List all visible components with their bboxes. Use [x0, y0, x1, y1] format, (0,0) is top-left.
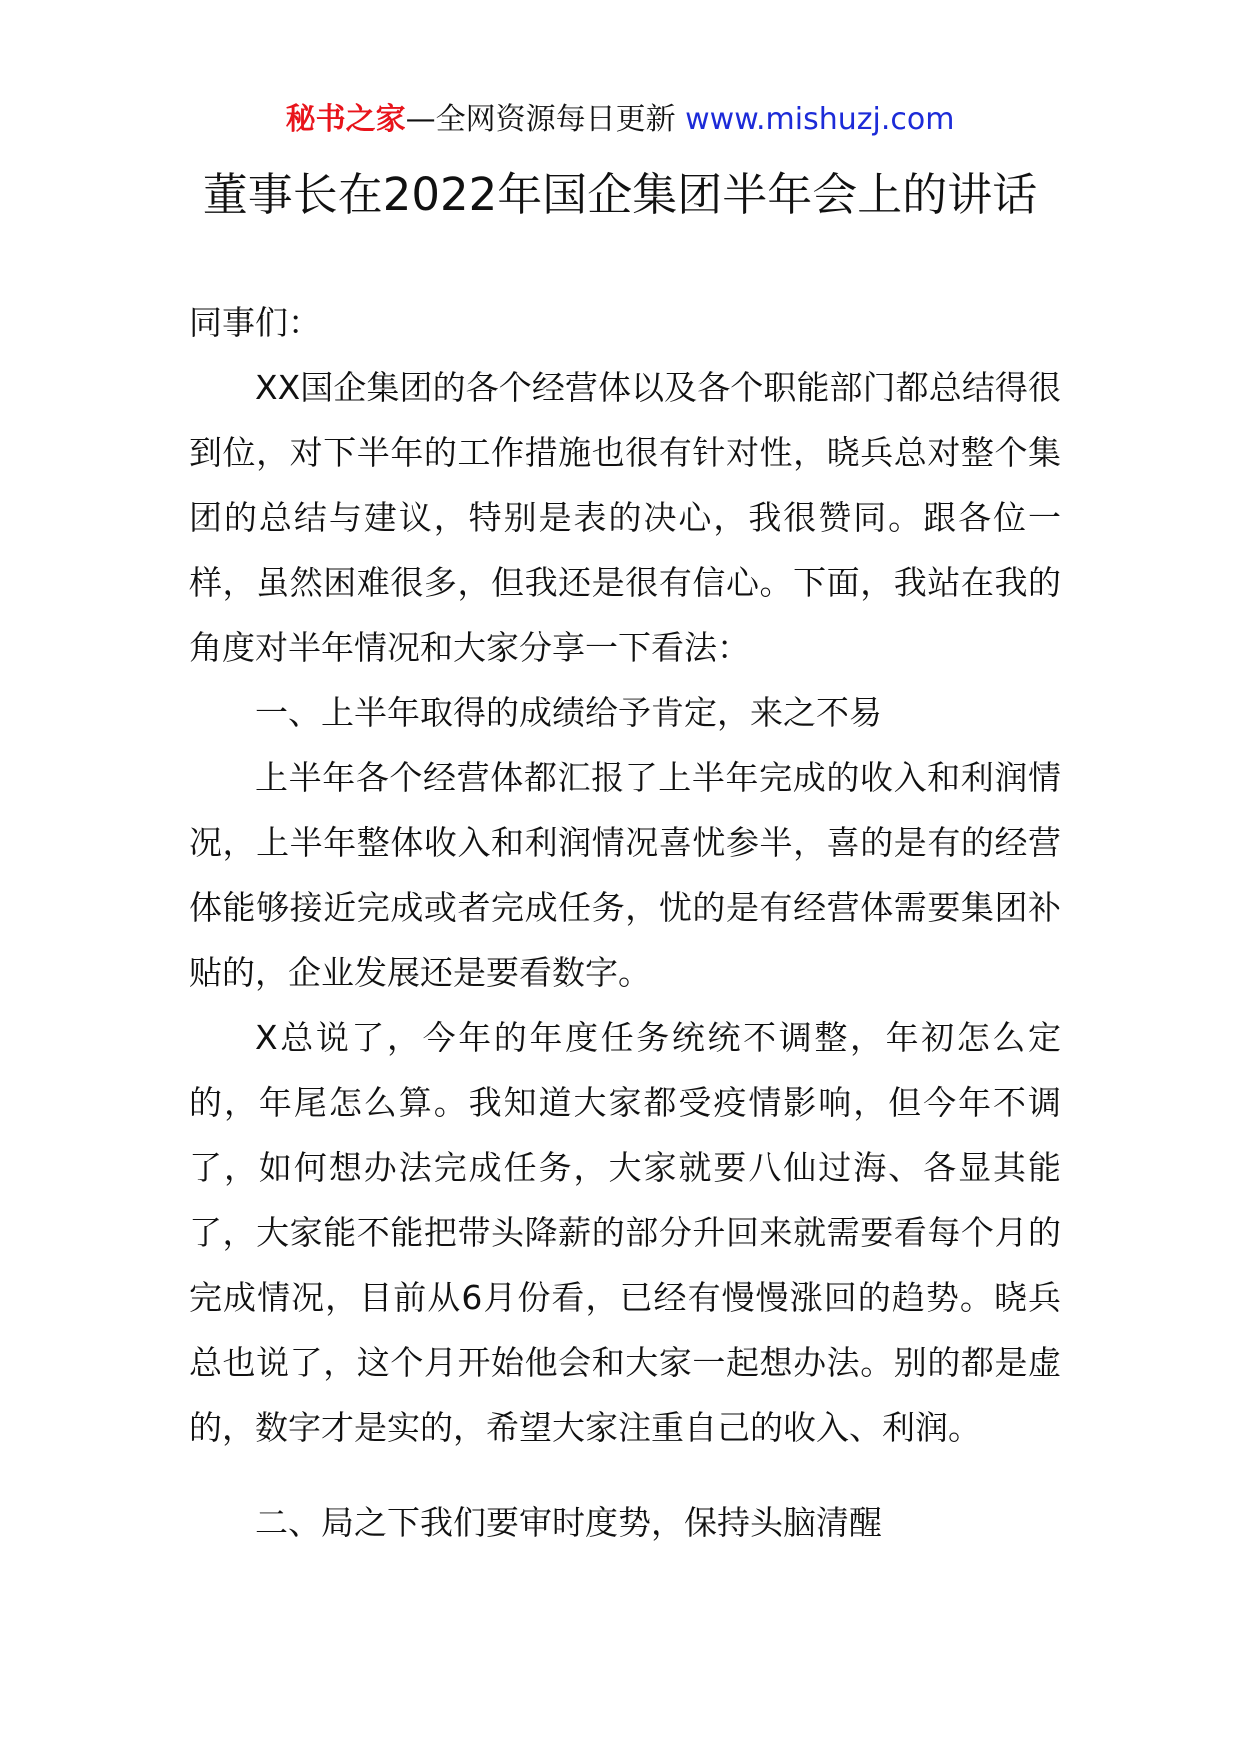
site-url-link[interactable]: www.mishuzj.com	[685, 102, 955, 137]
document-title: 董事长在2022年国企集团半年会上的讲话	[202, 168, 1038, 221]
section-1-paragraph-1: 上半年各个经营体都汇报了上半年完成的收入和利润情况，上半年整体收入和利润情况喜忧参半，喜的是有的经营体能够接近完成或者完成任务，忧的是有经营体需要集团补贴的，企业发展还是要看数字。	[189, 758, 1061, 992]
section-1-heading: 一、上半年取得的成绩给予肯定，来之不易	[255, 693, 882, 732]
salutation: 同事们：	[189, 303, 321, 342]
document-body	[189, 290, 1061, 1555]
paragraph-gap	[189, 1460, 1061, 1490]
site-name: 秘书之家	[285, 102, 406, 137]
section-1-paragraph-2: X总说了，今年的年度任务统统不调整，年初怎么定的，年尾怎么算。我知道大家都受疫情影响，但今年不调了，如何想办法完成任务，大家就要八仙过海、各显其能了，大家能不能把带头降薪的部分升回来就需要看每个月的完成情况，目前从6月份看，已经有慢慢涨回的趋势。晓兵总也说了，这个月开始他会和大家一起想办法。别的都是虚的，数字才是实的，希望大家注重自己的收入、利润。	[189, 1018, 1061, 1447]
site-tagline: —全网资源每日更新	[405, 102, 676, 137]
site-banner	[0, 100, 1240, 140]
intro-paragraph: XX国企集团的各个经营体以及各个职能部门都总结得很到位，对下半年的工作措施也很有针对性，晓兵总对整个集团的总结与建议，特别是表的决心，我很赞同。跟各位一样，虽然困难很多，但我还是很有信心。下面，我站在我的角度对半年情况和大家分享一下看法：	[189, 368, 1061, 667]
section-2-heading: 二、局之下我们要审时度势，保持头脑清醒	[255, 1503, 882, 1542]
